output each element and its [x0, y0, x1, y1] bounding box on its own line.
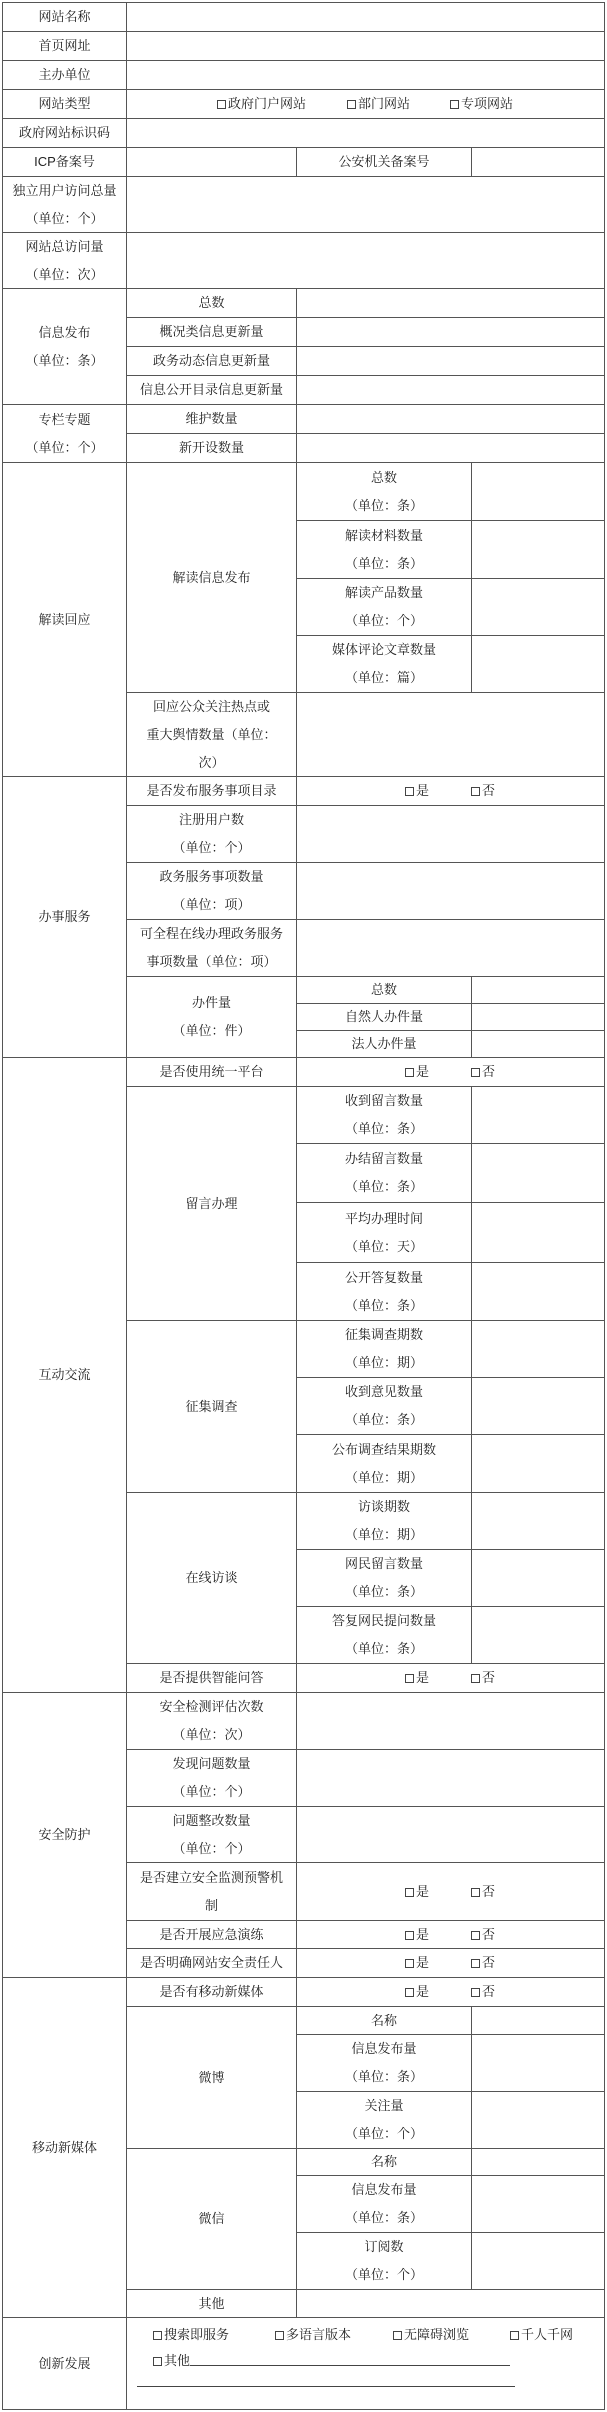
cell-label-line: 收到意见数量: [344, 1384, 423, 1399]
checkbox-label: 否: [482, 783, 496, 798]
police-record-label: [296, 147, 471, 176]
cell-label-line: 订阅数: [364, 2239, 404, 2254]
checkbox-icon[interactable]: [471, 1931, 480, 1940]
site-type-portal-checkbox[interactable]: [217, 96, 306, 112]
interview-item-input[interactable]: [471, 1549, 605, 1606]
yes-checkbox[interactable]: [405, 1984, 429, 2000]
weibo-item-input[interactable]: [471, 2034, 605, 2091]
info-release-item-label: [126, 317, 296, 346]
message-item-label: [296, 1143, 471, 1202]
checkbox-icon[interactable]: [347, 100, 356, 109]
homepage-url-input[interactable]: [126, 31, 605, 60]
wechat-item-label: [296, 2175, 471, 2232]
checkbox-label: 多语言版本: [286, 2327, 352, 2342]
cell-label-line: （单位：条）: [344, 1297, 423, 1313]
security-owner-question: [126, 1948, 296, 1977]
cell-label-line: 留言办理: [185, 1195, 238, 1211]
checkbox-icon[interactable]: [471, 1959, 480, 1968]
cell-label-line: 发现问题数量: [172, 1756, 251, 1771]
checkbox-label: 专项网站: [461, 96, 514, 111]
column-item-input[interactable]: [296, 404, 605, 433]
cell-label-line: （单位：个）: [25, 210, 104, 226]
checkbox-icon[interactable]: [153, 2357, 162, 2366]
checkbox-label: 否: [482, 1670, 496, 1685]
cell-label-line: 是否有移动新媒体: [159, 1984, 264, 1999]
cell-label-line: （单位：条）: [344, 2210, 423, 2225]
cell-label-line: （单位：个）: [172, 1784, 251, 1799]
warning-mechanism-question: [126, 1862, 296, 1920]
cell-label-line: 可全程在线办理政务服务: [139, 926, 283, 941]
checkbox-icon[interactable]: [471, 1888, 480, 1897]
cell-label-line: 主办单位: [38, 67, 91, 82]
mobile-media-answer[interactable]: [296, 1977, 605, 2006]
checkbox-label: 其他: [164, 2353, 191, 2368]
handled-item-label: [296, 976, 471, 1003]
response-count-label: [126, 692, 296, 776]
message-handling-label: [126, 1086, 296, 1320]
survey-item-label: [296, 1320, 471, 1377]
sponsor-label: [2, 60, 126, 89]
security-checks-label: [126, 1692, 296, 1749]
yes-checkbox[interactable]: [405, 1670, 429, 1686]
interpret-item-label: [296, 578, 471, 635]
site-type-label: [2, 89, 126, 118]
cell-label-line: 法人办件量: [351, 1036, 417, 1051]
cell-label-line: 解读回应: [38, 611, 91, 627]
interpret-item-input[interactable]: [471, 520, 605, 578]
handled-item-label: [296, 1030, 471, 1057]
mobile-other-input[interactable]: [296, 2289, 605, 2317]
cell-label-line: （单位：条）: [344, 1121, 423, 1136]
cell-label-line: 自然人办件量: [344, 1009, 423, 1024]
innovation-extra-row: [135, 2374, 596, 2400]
checkbox-label: 否: [482, 1064, 496, 1079]
wechat-item-input[interactable]: [471, 2232, 605, 2289]
interpret-item-input[interactable]: [471, 578, 605, 635]
interpret-release-label: [126, 462, 296, 692]
cell-label-line: 办件量: [191, 995, 231, 1010]
checkbox-icon[interactable]: [450, 100, 459, 109]
cell-label-line: 媒体评论文章数量: [331, 642, 436, 657]
issues-fixed-input[interactable]: [296, 1806, 605, 1862]
no-checkbox[interactable]: [471, 1955, 495, 1971]
cell-label-line: 办结留言数量: [344, 1151, 423, 1166]
checkbox-icon[interactable]: [405, 787, 414, 796]
yes-checkbox[interactable]: [405, 1927, 429, 1943]
smart-qa-answer[interactable]: [296, 1663, 605, 1692]
cell-label-line: 信息发布: [38, 324, 91, 340]
innovation-options[interactable]: [126, 2317, 605, 2410]
no-checkbox[interactable]: [471, 1670, 495, 1686]
yes-checkbox[interactable]: [405, 1064, 429, 1080]
checkbox-label: 是: [416, 1883, 430, 1899]
cell-label-line: （单位：个）: [344, 2126, 423, 2141]
handled-item-input[interactable]: [471, 1003, 605, 1030]
icp-label: [2, 147, 126, 176]
registered-users-label: [126, 805, 296, 862]
weibo-item-label: [296, 2091, 471, 2148]
drill-question: [126, 1920, 296, 1948]
handled-item-input[interactable]: [471, 976, 605, 1003]
service-label: [2, 776, 126, 1057]
online-items-input[interactable]: [296, 919, 605, 976]
cell-label-line: （单位：条）: [344, 555, 423, 571]
cell-label-line: 总数: [370, 982, 397, 997]
innovation-option-checkbox[interactable]: [393, 2327, 469, 2343]
wechat-item-label: [296, 2148, 471, 2175]
gov-site-id-label: [2, 118, 126, 147]
column-label: [2, 404, 126, 462]
site-type-special-checkbox[interactable]: [450, 96, 513, 112]
cell-label-line: 办事服务: [38, 909, 91, 924]
cell-label-line: 事项数量（单位：项）: [146, 954, 277, 969]
cell-label-line: （单位：条）: [344, 1584, 423, 1599]
checkbox-label: 政府门户网站: [228, 96, 307, 111]
checkbox-icon[interactable]: [471, 1988, 480, 1997]
survey-item-label: [296, 1434, 471, 1492]
interpret-item-label: [296, 520, 471, 578]
weibo-item-label: [296, 2006, 471, 2034]
service-catalog-question: [126, 776, 296, 805]
issues-found-input[interactable]: [296, 1749, 605, 1806]
cell-label-line: 信息发布量: [351, 2041, 417, 2056]
cell-label-line: 次）: [198, 754, 225, 770]
response-count-input[interactable]: [296, 692, 605, 776]
cell-label-line: 重大舆情数量（单位：: [146, 726, 277, 742]
warning-mechanism-answer[interactable]: [296, 1862, 605, 1920]
message-item-label: [296, 1262, 471, 1320]
cell-label-line: （单位：期）: [344, 1355, 423, 1370]
uv-total-label: [2, 176, 126, 232]
checkbox-label: 是: [416, 1670, 430, 1685]
gov-site-id-input[interactable]: [126, 118, 605, 147]
cell-label-line: 网民留言数量: [344, 1556, 423, 1571]
wechat-item-label: [296, 2232, 471, 2289]
security-owner-answer[interactable]: [296, 1948, 605, 1977]
handled-item-input[interactable]: [471, 1030, 605, 1057]
site-type-options[interactable]: [126, 89, 605, 118]
cell-label-line: 政务服务事项数量: [159, 869, 264, 884]
checkbox-icon[interactable]: [405, 1988, 414, 1997]
cell-label-line: 在线访谈: [185, 1570, 238, 1585]
cell-label-line: 维护数量: [185, 411, 238, 426]
checkbox-icon[interactable]: [405, 1888, 414, 1897]
cell-label-line: （单位：条）: [344, 1641, 423, 1656]
cell-label-line: 制: [204, 1897, 218, 1913]
message-item-input[interactable]: [471, 1262, 605, 1320]
wechat-item-input[interactable]: [471, 2148, 605, 2175]
info-release-item-input[interactable]: [296, 375, 605, 404]
message-item-input[interactable]: [471, 1086, 605, 1143]
info-release-item-label: [126, 288, 296, 317]
sponsor-input[interactable]: [126, 60, 605, 89]
checkbox-icon[interactable]: [405, 1068, 414, 1077]
no-checkbox[interactable]: [471, 783, 495, 799]
pv-total-input[interactable]: [126, 232, 605, 288]
cell-label-line: 概况类信息更新量: [159, 324, 264, 339]
cell-label-line: 其他: [198, 2295, 225, 2311]
interaction-label: [2, 1057, 126, 1692]
checkbox-icon[interactable]: [393, 2331, 402, 2340]
cell-label-line: （单位：天）: [344, 1238, 423, 1254]
info-release-item-label: [126, 375, 296, 404]
info-release-label: [2, 288, 126, 404]
smart-qa-question: [126, 1663, 296, 1692]
checkbox-icon[interactable]: [471, 787, 480, 796]
cell-label-line: （单位：条）: [344, 497, 423, 513]
checkbox-label: 是: [416, 1955, 430, 1970]
checkbox-icon[interactable]: [405, 1674, 414, 1683]
cell-label-line: 访谈期数: [357, 1499, 410, 1514]
cell-label-line: （单位：条）: [344, 1412, 423, 1427]
issues-fixed-label: [126, 1806, 296, 1862]
no-checkbox[interactable]: [471, 1984, 495, 2000]
cell-label-line: 互动交流: [38, 1367, 91, 1382]
cell-label-line: 微信: [198, 2211, 225, 2226]
cell-label-line: （单位：篇）: [344, 670, 423, 685]
interview-item-input[interactable]: [471, 1606, 605, 1663]
police-record-input[interactable]: [471, 147, 605, 176]
handled-item-label: [296, 1003, 471, 1030]
cell-label-line: （单位：个）: [344, 2267, 423, 2282]
innovation-other-row: [135, 2348, 596, 2374]
cell-label-line: 网站类型: [38, 96, 91, 111]
unified-platform-answer[interactable]: [296, 1057, 605, 1086]
innovation-option-checkbox[interactable]: [275, 2327, 351, 2343]
yes-checkbox[interactable]: [405, 1955, 429, 1971]
checkbox-label: 千人千网: [521, 2327, 574, 2342]
message-item-label: [296, 1086, 471, 1143]
interpret-item-label: [296, 635, 471, 692]
info-release-item-input[interactable]: [296, 317, 605, 346]
cell-label-line: 专栏专题: [38, 411, 91, 427]
cell-label-line: 收到留言数量: [344, 1093, 423, 1108]
message-item-input[interactable]: [471, 1143, 605, 1202]
checkbox-label: 否: [482, 1955, 496, 1970]
cell-label-line: （单位：条）: [344, 1179, 423, 1194]
checkbox-icon[interactable]: [510, 2331, 519, 2340]
innovation-extra-line[interactable]: [137, 2386, 515, 2387]
drill-answer[interactable]: [296, 1920, 605, 1948]
interpret-item-input[interactable]: [471, 635, 605, 692]
cell-label-line: 征集调查期数: [344, 1327, 423, 1342]
no-checkbox[interactable]: [471, 1927, 495, 1943]
cell-label-line: 解读产品数量: [344, 585, 423, 600]
survey-item-input[interactable]: [471, 1320, 605, 1377]
pv-total-label: [2, 232, 126, 288]
icp-input[interactable]: [126, 147, 296, 176]
cell-label-line: 移动新媒体: [31, 2139, 97, 2155]
interpret-label: [2, 462, 126, 776]
interview-item-input[interactable]: [471, 1492, 605, 1549]
cell-label-line: 总数: [198, 295, 225, 310]
interview-item-label: [296, 1606, 471, 1663]
checkbox-label: 是: [416, 1064, 430, 1079]
cell-label-line: 解读材料数量: [344, 527, 423, 543]
cell-label-line: 独立用户访问总量: [12, 182, 117, 198]
weibo-item-label: [296, 2034, 471, 2091]
checkbox-label: 是: [416, 783, 430, 798]
innovation-other-checkbox[interactable]: [153, 2353, 190, 2369]
checkbox-icon[interactable]: [275, 2331, 284, 2340]
online-items-label: [126, 919, 296, 976]
issues-found-label: [126, 1749, 296, 1806]
survey-item-label: [296, 1377, 471, 1434]
site-name-input[interactable]: [126, 2, 605, 31]
survey-item-input[interactable]: [471, 1377, 605, 1434]
site-name-label: [2, 2, 126, 31]
info-release-item-label: [126, 346, 296, 375]
cell-label-line: 网站名称: [38, 9, 91, 24]
checkbox-label: 无障碍浏览: [404, 2327, 470, 2342]
cell-label-line: 是否发布服务事项目录: [146, 783, 277, 798]
cell-label-line: （单位：个）: [172, 1840, 251, 1856]
checkbox-label: 否: [482, 1926, 496, 1942]
cell-label-line: 政府网站标识码: [18, 125, 110, 140]
cell-label-line: 答复网民提问数量: [331, 1613, 436, 1628]
checkbox-icon[interactable]: [471, 1068, 480, 1077]
homepage-url-label: [2, 31, 126, 60]
checkbox-icon[interactable]: [405, 1931, 414, 1940]
yes-checkbox[interactable]: [405, 783, 429, 799]
column-item-input[interactable]: [296, 433, 605, 462]
no-checkbox[interactable]: [471, 1884, 495, 1900]
cell-label-line: 首页网址: [38, 38, 91, 53]
service-items-label: [126, 862, 296, 919]
innovation-option-checkbox[interactable]: [153, 2327, 229, 2343]
cell-label-line: （单位：个）: [344, 613, 423, 628]
cell-label-line: 回应公众关注热点或: [152, 698, 270, 714]
cell-label-line: 信息发布量: [351, 2182, 417, 2197]
survey-label: [126, 1320, 296, 1492]
cell-label-line: ICP备案号: [34, 154, 95, 169]
mobile-other-label: [126, 2289, 296, 2317]
innovation-other-line[interactable]: [190, 2365, 510, 2366]
cell-label-line: （单位：个）: [25, 439, 104, 455]
cell-label-line: 是否提供智能问答: [159, 1670, 264, 1685]
yes-checkbox[interactable]: [405, 1884, 429, 1900]
info-release-item-input[interactable]: [296, 288, 605, 317]
cell-label-line: （单位：条）: [344, 2069, 423, 2084]
column-item-label: [126, 404, 296, 433]
cell-label-line: 微博: [198, 2069, 225, 2085]
checkbox-icon[interactable]: [405, 1959, 414, 1968]
cell-label-line: 征集调查: [185, 1398, 238, 1414]
mobile-media-label: [2, 1977, 126, 2317]
cell-label-line: 问题整改数量: [172, 1812, 251, 1828]
wechat-item-input[interactable]: [471, 2175, 605, 2232]
cell-label-line: 是否明确网站安全责任人: [139, 1955, 283, 1970]
cell-label-line: 信息公开目录信息更新量: [139, 382, 283, 397]
checkbox-label: 部门网站: [358, 96, 411, 111]
checkbox-icon[interactable]: [217, 100, 226, 109]
cell-label-line: （单位：期）: [344, 1469, 423, 1485]
cell-label-line: 安全防护: [38, 1827, 91, 1842]
cell-label-line: 是否使用统一平台: [159, 1064, 264, 1079]
cell-label-line: （单位：期）: [344, 1527, 423, 1542]
service-catalog-answer[interactable]: [296, 776, 605, 805]
wechat-label: [126, 2148, 296, 2289]
cell-label-line: 政务动态信息更新量: [152, 353, 270, 368]
unified-platform-question: [126, 1057, 296, 1086]
cell-label-line: 注册用户数: [178, 812, 244, 827]
interview-item-label: [296, 1492, 471, 1549]
interpret-item-label: [296, 462, 471, 520]
message-item-label: [296, 1202, 471, 1262]
cell-label-line: 关注量: [364, 2098, 404, 2113]
registered-users-input[interactable]: [296, 805, 605, 862]
cell-label-line: 解读信息发布: [172, 569, 251, 585]
checkbox-label: 搜索即服务: [164, 2327, 230, 2342]
cell-label-line: （单位：次）: [172, 1727, 251, 1742]
cell-label-line: 是否开展应急演练: [159, 1926, 264, 1942]
survey-item-input[interactable]: [471, 1434, 605, 1492]
checkbox-label: 否: [482, 1883, 496, 1899]
innovation-option-checkbox[interactable]: [510, 2327, 573, 2343]
cell-label-line: 网站总访问量: [25, 238, 104, 254]
weibo-label: [126, 2006, 296, 2148]
cell-label-line: 创新发展: [38, 2355, 91, 2371]
no-checkbox[interactable]: [471, 1064, 495, 1080]
checkbox-label: 是: [416, 1926, 430, 1942]
weibo-item-input[interactable]: [471, 2091, 605, 2148]
cell-label-line: 是否建立安全监测预警机: [139, 1869, 283, 1885]
cell-label-line: 名称: [370, 2154, 397, 2169]
service-items-input[interactable]: [296, 862, 605, 919]
checkbox-label: 否: [482, 1984, 496, 1999]
checkbox-icon[interactable]: [471, 1674, 480, 1683]
site-type-department-checkbox[interactable]: [347, 96, 410, 112]
checkbox-icon[interactable]: [153, 2331, 162, 2340]
weibo-item-input[interactable]: [471, 2006, 605, 2034]
cell-label-line: 公安机关备案号: [338, 154, 430, 169]
message-item-input[interactable]: [471, 1202, 605, 1262]
mobile-media-question: [126, 1977, 296, 2006]
cell-label-line: 安全检测评估次数: [159, 1699, 264, 1714]
cell-label-line: 新开设数量: [178, 440, 244, 455]
info-release-item-input[interactable]: [296, 346, 605, 375]
security-label: [2, 1692, 126, 1977]
cell-label-line: （单位：件）: [172, 1023, 251, 1038]
cell-label-line: 平均办理时间: [344, 1210, 423, 1226]
cell-label-line: （单位：个）: [172, 840, 251, 855]
cell-label-line: （单位：项）: [172, 897, 251, 912]
interview-item-label: [296, 1549, 471, 1606]
column-item-label: [126, 433, 296, 462]
uv-total-input[interactable]: [126, 176, 605, 232]
cell-label-line: 公布调查结果期数: [331, 1441, 436, 1457]
cell-label-line: 总数: [370, 469, 397, 485]
cell-label-line: （单位：次）: [25, 266, 104, 282]
security-checks-input[interactable]: [296, 1692, 605, 1749]
innovation-options-row: [135, 2322, 596, 2348]
cell-label-line: （单位：条）: [25, 352, 104, 368]
cell-label-line: 公开答复数量: [344, 1269, 423, 1285]
interview-label: [126, 1492, 296, 1663]
cell-label-line: 名称: [370, 2012, 397, 2028]
innovation-label: [2, 2317, 126, 2410]
checkbox-label: 是: [416, 1984, 430, 1999]
handled-label: [126, 976, 296, 1057]
interpret-item-input[interactable]: [471, 462, 605, 520]
